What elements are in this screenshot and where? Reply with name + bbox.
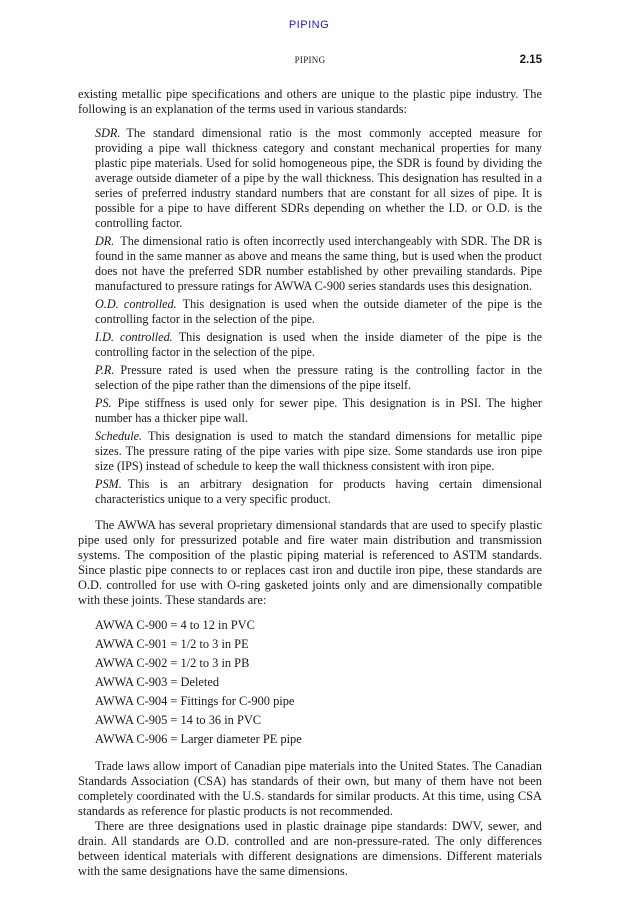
term-label: P.R. (95, 363, 115, 377)
list-item: AWWA C-905 = 14 to 36 in PVC (95, 713, 262, 727)
term-id-controlled (95, 330, 542, 360)
page-body (78, 87, 542, 879)
term-psm (95, 477, 542, 507)
intro-paragraph: existing metallic pipe specifications and others are unique to the plastic pipe industry. The following is an explanation of the terms used in various standards: (78, 87, 542, 116)
list-item: AWWA C-904 = Fittings for C-900 pipe (95, 694, 295, 708)
term-label: O.D. controlled. (95, 297, 177, 311)
term-text: This designation is used to match the standard dimensions for metallic pipe sizes. The pressure rating of the pipe varies with pipe size. Some standards use iron pipe size (IPS) instead of schedule to keep the wall thickness consistent with iron pipe. (95, 429, 542, 473)
list-item: AWWA C-903 = Deleted (95, 675, 220, 689)
term-text: This designation is used when the outside diameter of the pipe is the controlling factor in the selection of the pipe. (95, 297, 542, 326)
term-label: PS. (95, 396, 112, 410)
list-item: AWWA C-906 = Larger diameter PE pipe (95, 732, 302, 746)
term-definitions (78, 126, 542, 507)
term-dr (95, 234, 542, 294)
term-text: The standard dimensional ratio is the most commonly accepted measure for providing a pipe wall thickness category and constant mechanical properties for many plastic pipe materials. Used for solid homogeneous pipe, the SDR is found by dividing the average outside diameter of a pipe by the wall thickness. This designation has resulted in a series of preferred industry standard numbers that are constant for all sizes of pipe. It is possible for a pipe to have different SDRs depending on whether the I.D. or O.D. is the controlling factor. (95, 126, 542, 230)
term-text: Pressure rated is used when the pressure rating is the controlling factor in the selection of the pipe rather than the dimensions of the pipe itself. (95, 363, 542, 392)
term-schedule (95, 429, 542, 474)
term-text: This is an arbitrary designation for products having certain dimensional characteristics unique to a very specific product. (95, 477, 542, 506)
term-ps (95, 396, 542, 426)
term-label: SDR. (95, 126, 121, 140)
term-text: This designation is used when the inside diameter of the pipe is the controlling factor in the selection of the pipe. (95, 330, 542, 359)
term-label: Schedule. (95, 429, 143, 443)
list-item: AWWA C-901 = 1/2 to 3 in PE (95, 637, 249, 651)
trade-laws-paragraph: Trade laws allow import of Canadian pipe materials into the United States. The Canadian Standards Association (CSA) has standards of their own, but many of them have not been completely coordinated with the U.S. standards for similar products. At this time, using CSA standards as reference for plastic products is not recommended. (78, 759, 542, 818)
list-item: AWWA C-902 = 1/2 to 3 in PB (95, 656, 250, 670)
page-number: 2.15 (519, 54, 542, 66)
term-label: PSM. (95, 477, 122, 491)
term-pr (95, 363, 542, 393)
running-header (78, 55, 542, 69)
term-sdr (95, 126, 542, 231)
awwa-standards-list (78, 616, 542, 749)
drainage-paragraph: There are three designations used in plastic drainage pipe standards: DWV, sewer, and drain. All standards are O.D. controlled and are non-pressure-rated. The only differences between identical materials with different designations are dimensions. Different materials with the same designations have the same dimensions. (78, 819, 542, 878)
section-banner: PIPING (288, 19, 330, 31)
running-title: PIPING (294, 55, 326, 65)
term-text: The dimensional ratio is often incorrectly used interchangeably with SDR. The DR is found in the same manner as above and means the same thing, but is used when the product does not have the preferred SDR number established by other prevailing standards. Pipe manufactured to pressure ratings for AWWA C-900 series standards uses this designation. (95, 234, 542, 293)
list-item: AWWA C-900 = 4 to 12 in PVC (95, 618, 255, 632)
term-label: I.D. controlled. (95, 330, 173, 344)
term-label: DR. (95, 234, 115, 248)
term-text: Pipe stiffness is used only for sewer pipe. This designation is in PSI. The higher number has a thicker pipe wall. (95, 396, 542, 425)
term-od-controlled (95, 297, 542, 327)
awwa-paragraph: The AWWA has several proprietary dimensional standards that are used to specify plastic pipe used only for pressurized potable and fire water main distribution and transmission systems. The composition of the plastic piping material is referenced to ASTM standards. Since plastic pipe connects to or replaces cast iron and ductile iron pipe, these standards are O.D. controlled for use with O-ring gasketed joints only and are dimensionally compatible with these joints. These standards are: (78, 518, 542, 607)
